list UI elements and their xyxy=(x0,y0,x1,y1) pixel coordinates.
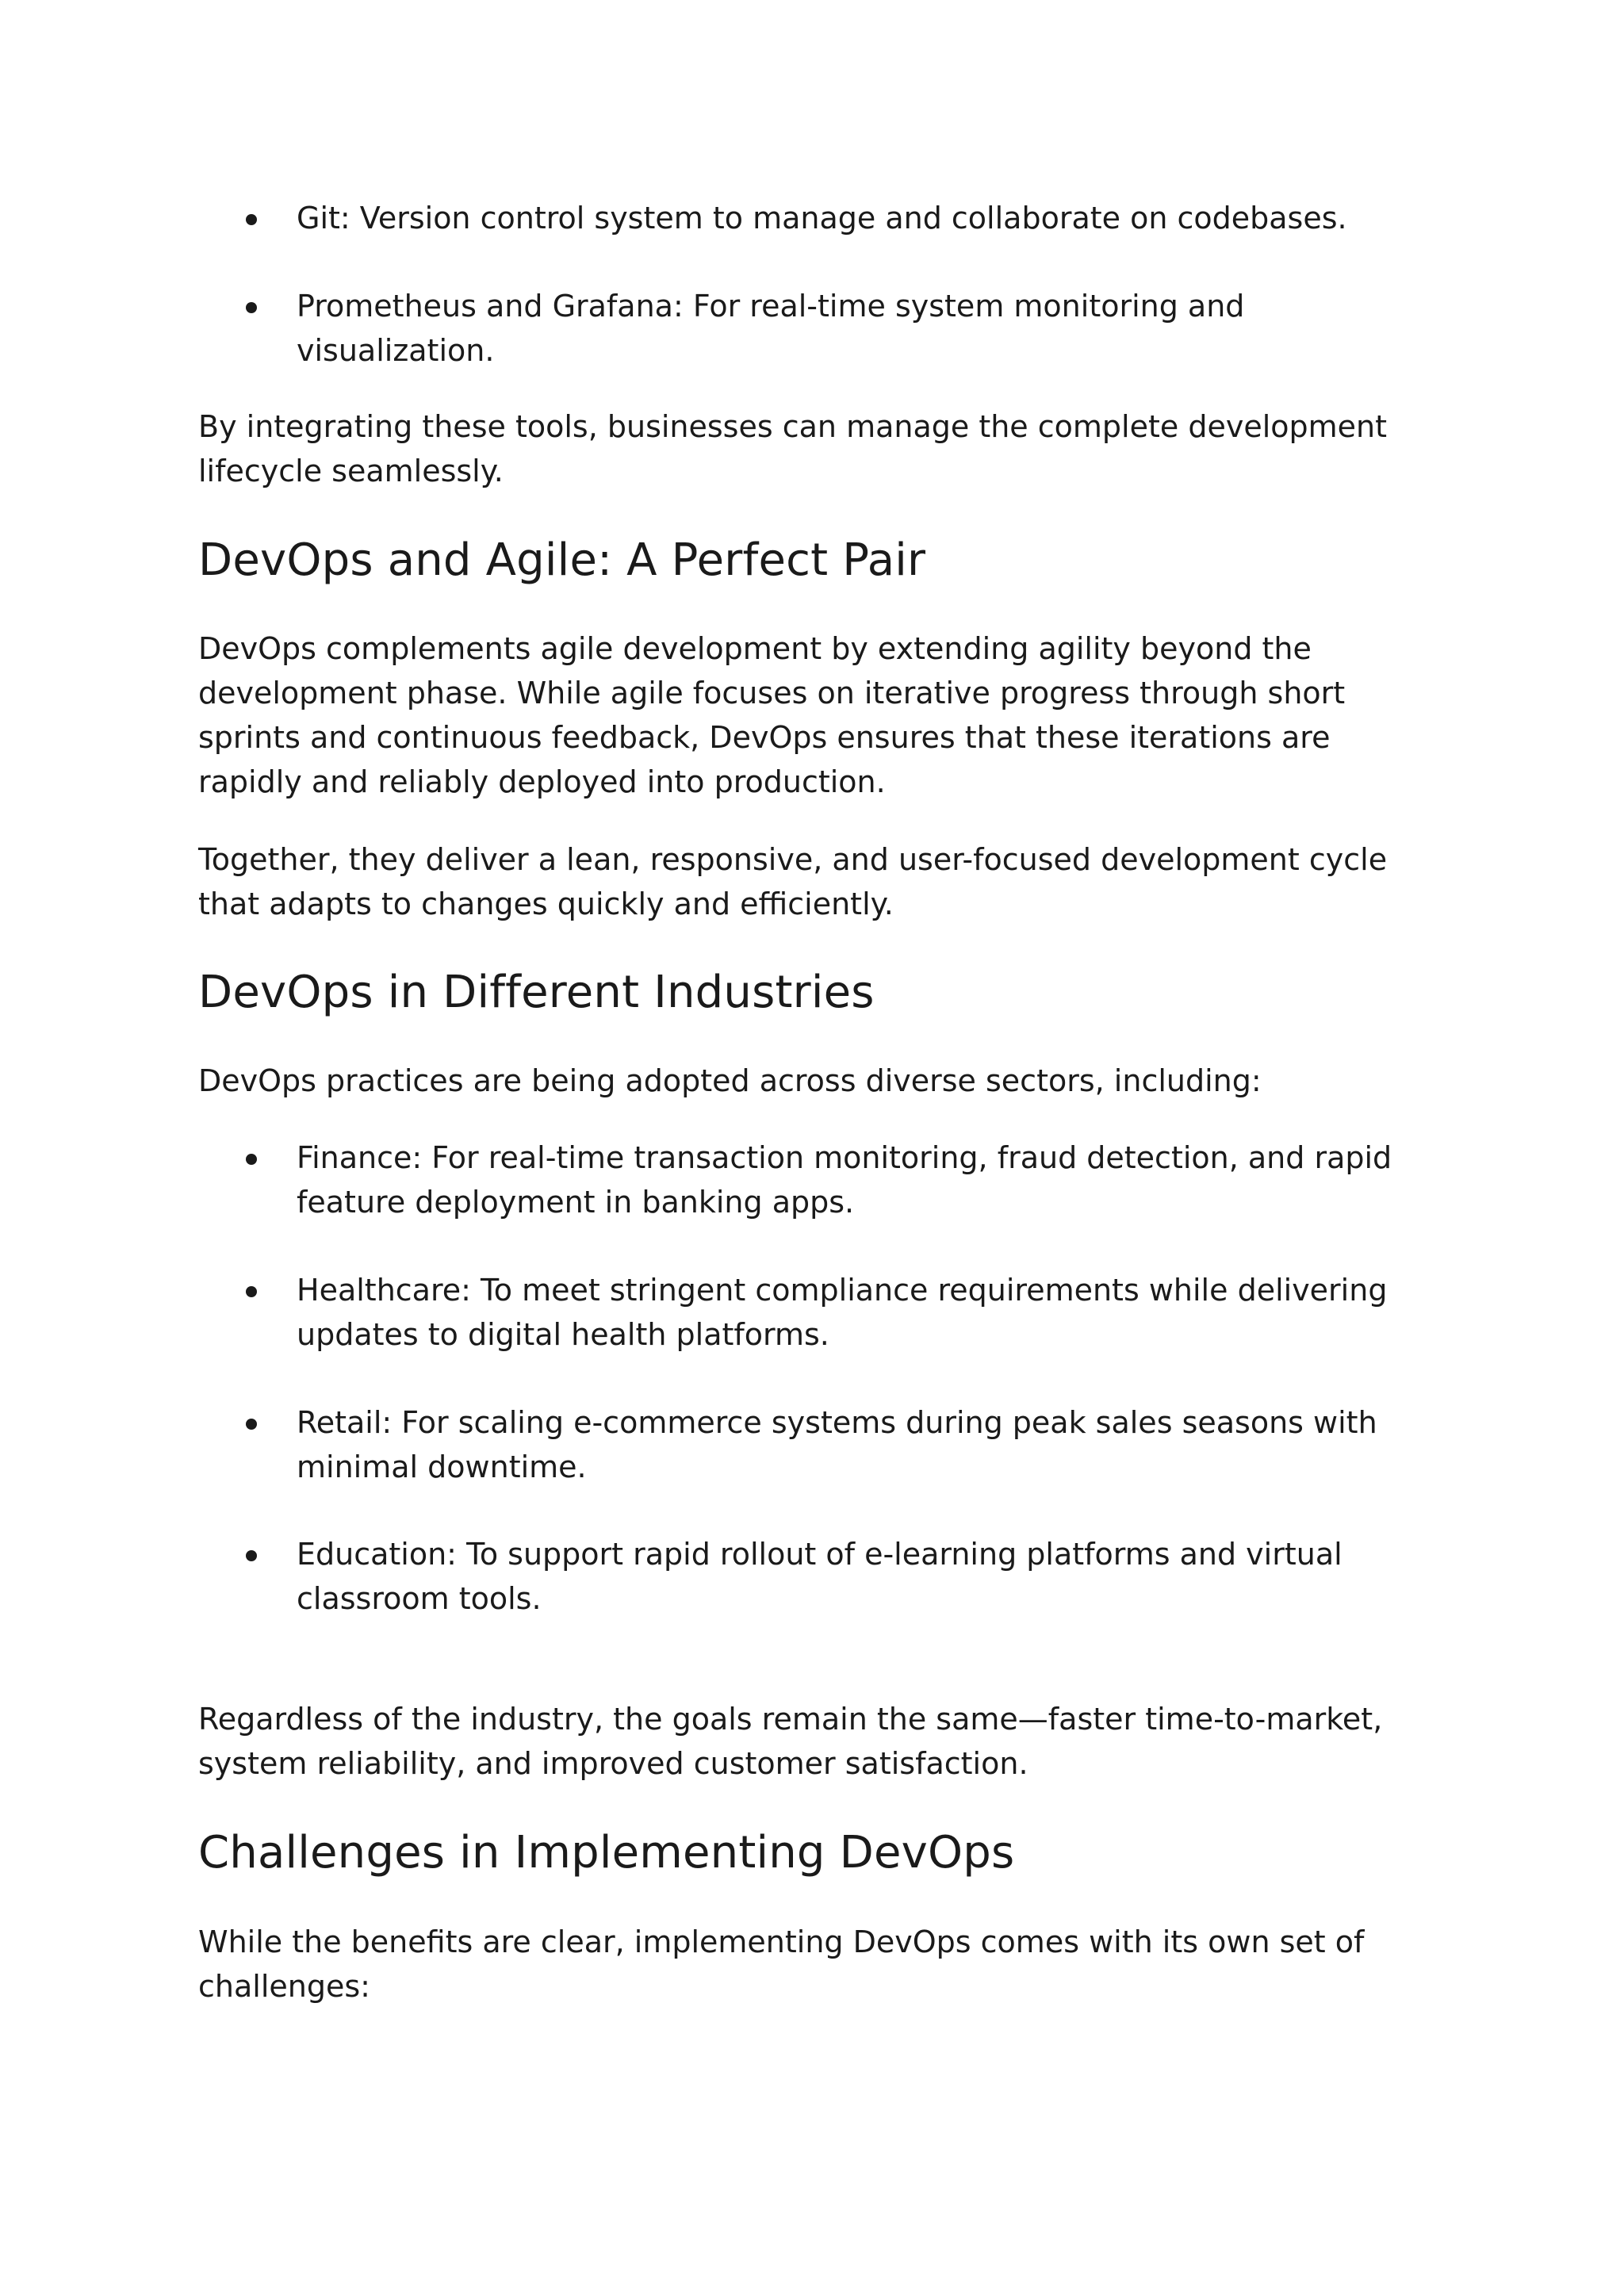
heading-devops-agile: DevOps and Agile: A Perfect Pair xyxy=(198,534,926,586)
list-item-prometheus-grafana: Prometheus and Grafana: For real-time system monitoring and visualization. xyxy=(246,284,1435,373)
list-item-healthcare: Healthcare: To meet stringent compliance requirements while delivering updates to digital health platforms. xyxy=(246,1268,1435,1357)
challenges-intro-paragraph: While the benefits are clear, implementing DevOps comes with its own set of challenges: xyxy=(198,1924,1365,2004)
agile-paragraph-1: DevOps complements agile development by extending agility beyond the development phase. While agile focuses on iterative progress through short sprints and continuous feedback, DevOps ensures that these iterations are rapidly and reliably deployed into production. xyxy=(198,631,1346,799)
list-item-git: Git: Version control system to manage and collaborate on codebases. xyxy=(246,196,1435,240)
bullet-dot xyxy=(246,1154,257,1165)
bullet-dot xyxy=(246,302,257,313)
tools-summary-paragraph: By integrating these tools, businesses can manage the complete development lifecycle seamlessly. xyxy=(198,409,1388,488)
agile-paragraph-2: Together, they deliver a lean, responsive, and user-focused development cycle that adapts to changes quickly and efficiently. xyxy=(198,842,1388,921)
heading-challenges: Challenges in Implementing DevOps xyxy=(198,1827,1015,1878)
list-item-finance: Finance: For real-time transaction monitoring, fraud detection, and rapid feature deployment in banking apps. xyxy=(246,1136,1435,1224)
list-item-education: Education: To support rapid rollout of e-learning platforms and virtual classroom tools. xyxy=(246,1532,1435,1621)
bullet-dot xyxy=(246,1550,257,1561)
list-item-retail: Retail: For scaling e-commerce systems during peak sales seasons with minimal downtime. xyxy=(246,1400,1435,1489)
bullet-dot xyxy=(246,1419,257,1430)
bullet-dot xyxy=(246,214,257,225)
industries-intro-paragraph: DevOps practices are being adopted across diverse sectors, including: xyxy=(198,1063,1262,1098)
industries-summary-paragraph: Regardless of the industry, the goals remain the same—faster time-to-market, system reliability, and improved customer satisfaction. xyxy=(198,1702,1383,1781)
heading-devops-industries: DevOps in Different Industries xyxy=(198,967,875,1018)
bullet-dot xyxy=(246,1286,257,1297)
